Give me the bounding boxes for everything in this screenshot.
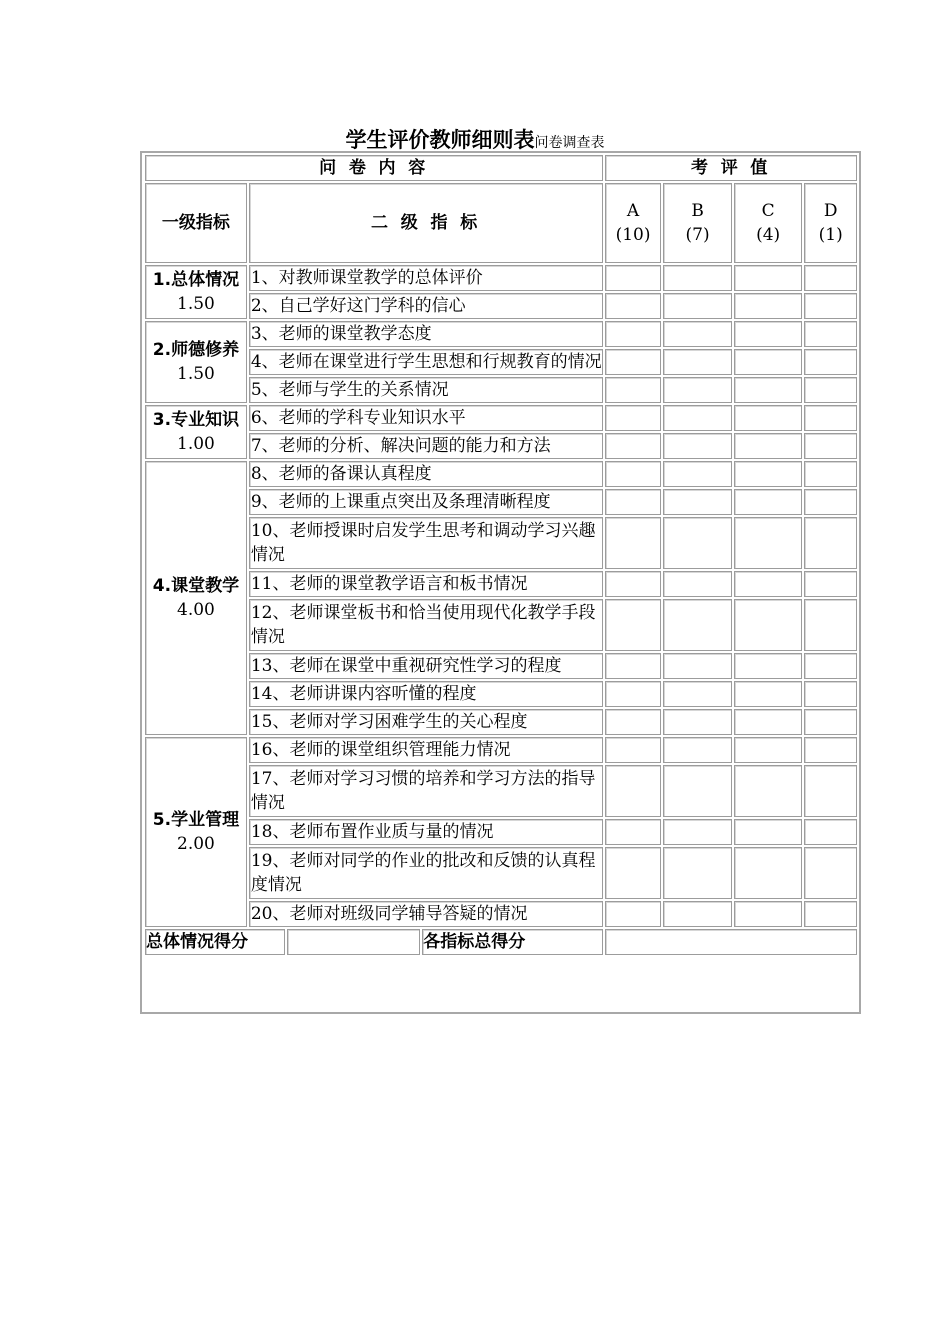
grade-a-header [605, 183, 661, 263]
level2-indicator-item: 19、老师对同学的作业的批改和反馈的认真程度情况 [249, 847, 603, 899]
total-score-label: 各指标总得分 [422, 929, 603, 955]
grade-a-cell[interactable] [605, 709, 661, 735]
grade-b-cell[interactable] [663, 599, 732, 651]
grade-letter: D [823, 201, 838, 221]
grade-c-cell[interactable] [734, 709, 803, 735]
grade-d-cell[interactable] [804, 321, 857, 347]
table-row [145, 349, 857, 375]
grade-b-cell[interactable] [663, 433, 732, 459]
grade-a-cell[interactable] [605, 377, 661, 403]
grade-a-cell[interactable] [605, 433, 661, 459]
header-row-bottom [145, 183, 857, 263]
grade-a-cell[interactable] [605, 265, 661, 291]
grade-c-cell[interactable] [734, 765, 803, 817]
grade-d-cell[interactable] [804, 349, 857, 375]
grade-a-cell[interactable] [605, 349, 661, 375]
table-row [145, 433, 857, 459]
level2-indicator-item: 7、老师的分析、解决问题的能力和方法 [249, 433, 603, 459]
level2-indicator-item: 5、老师与学生的关系情况 [249, 377, 603, 403]
table-row [145, 653, 857, 679]
level1-weight: 1.50 [177, 364, 215, 384]
grade-points: (7) [685, 225, 710, 245]
level2-indicator-item: 13、老师在课堂中重视研究性学习的程度 [249, 653, 603, 679]
level2-indicator-header: 二 级 指 标 [249, 183, 603, 263]
level2-indicator-item: 10、老师授课时启发学生思考和调动学习兴趣情况 [249, 517, 603, 569]
level2-indicator-item: 11、老师的课堂教学语言和板书情况 [249, 571, 603, 597]
table-row [145, 765, 857, 817]
level1-name: 3.专业知识 [152, 410, 240, 430]
level1-weight: 4.00 [177, 600, 215, 620]
level1-indicator-cell [145, 461, 247, 735]
grade-c-cell[interactable] [734, 901, 803, 927]
grade-letter: A [626, 201, 640, 221]
level2-indicator-item: 1、对教师课堂教学的总体评价 [249, 265, 603, 291]
grade-d-cell[interactable] [804, 461, 857, 487]
grade-d-cell[interactable] [804, 377, 857, 403]
grade-b-cell[interactable] [663, 653, 732, 679]
grade-a-cell[interactable] [605, 571, 661, 597]
grade-b-header [663, 183, 732, 263]
grade-d-cell[interactable] [804, 681, 857, 707]
table-row [145, 681, 857, 707]
level1-indicator-header: 一级指标 [145, 183, 247, 263]
grade-b-cell[interactable] [663, 349, 732, 375]
grade-b-cell[interactable] [663, 405, 732, 431]
table-row [145, 293, 857, 319]
level1-indicator-cell [145, 737, 247, 927]
grade-d-cell[interactable] [804, 765, 857, 817]
grade-b-cell[interactable] [663, 765, 732, 817]
grade-c-cell[interactable] [734, 653, 803, 679]
level2-indicator-item: 12、老师课堂板书和恰当使用现代化教学手段情况 [249, 599, 603, 651]
grade-c-cell[interactable] [734, 819, 803, 845]
grade-a-cell[interactable] [605, 405, 661, 431]
grade-d-cell[interactable] [804, 405, 857, 431]
grade-b-cell[interactable] [663, 681, 732, 707]
grade-d-cell[interactable] [804, 599, 857, 651]
questionnaire-content-header: 问 卷 内 容 [145, 155, 603, 181]
level1-indicator-cell [145, 321, 247, 403]
document-title [0, 124, 950, 154]
grade-d-cell[interactable] [804, 489, 857, 515]
level2-indicator-item: 20、老师对班级同学辅导答疑的情况 [249, 901, 603, 927]
table-row [145, 901, 857, 927]
grade-b-cell[interactable] [663, 489, 732, 515]
grade-d-cell[interactable] [804, 653, 857, 679]
table-row [145, 709, 857, 735]
grade-a-cell[interactable] [605, 819, 661, 845]
grade-a-cell[interactable] [605, 901, 661, 927]
level1-indicator-cell [145, 265, 247, 319]
level1-name: 5.学业管理 [152, 810, 240, 830]
grade-c-cell[interactable] [734, 847, 803, 899]
level1-weight: 2.00 [177, 834, 215, 854]
grade-c-cell[interactable] [734, 599, 803, 651]
level1-indicator-cell [145, 405, 247, 459]
overall-score-input-cell[interactable] [287, 929, 420, 955]
grade-d-cell[interactable] [804, 737, 857, 763]
grade-b-cell[interactable] [663, 571, 732, 597]
grade-letter: C [761, 201, 775, 221]
grade-c-cell[interactable] [734, 321, 803, 347]
grade-b-cell[interactable] [663, 819, 732, 845]
grade-d-cell[interactable] [804, 847, 857, 899]
table-row [145, 489, 857, 515]
table-row [145, 405, 857, 431]
table-row [145, 599, 857, 651]
grade-c-cell[interactable] [734, 681, 803, 707]
level1-name: 1.总体情况 [152, 270, 240, 290]
evaluation-table [143, 153, 859, 957]
grade-c-header [734, 183, 803, 263]
grade-c-cell[interactable] [734, 293, 803, 319]
level1-name: 4.课堂教学 [152, 576, 240, 596]
grade-a-cell[interactable] [605, 599, 661, 651]
table-row [145, 819, 857, 845]
grade-c-cell[interactable] [734, 517, 803, 569]
grade-d-cell[interactable] [804, 293, 857, 319]
level2-indicator-item: 14、老师讲课内容听懂的程度 [249, 681, 603, 707]
grade-c-cell[interactable] [734, 489, 803, 515]
grade-a-cell[interactable] [605, 765, 661, 817]
grade-c-cell[interactable] [734, 433, 803, 459]
grade-b-cell[interactable] [663, 293, 732, 319]
level2-indicator-item: 16、老师的课堂组织管理能力情况 [249, 737, 603, 763]
footer-row [145, 929, 857, 955]
grade-d-cell[interactable] [804, 901, 857, 927]
level2-indicator-item: 2、自己学好这门学科的信心 [249, 293, 603, 319]
level2-indicator-item: 6、老师的学科专业知识水平 [249, 405, 603, 431]
grade-b-cell[interactable] [663, 737, 732, 763]
grade-b-cell[interactable] [663, 847, 732, 899]
grade-b-cell[interactable] [663, 461, 732, 487]
level2-indicator-item: 17、老师对学习习惯的培养和学习方法的指导情况 [249, 765, 603, 817]
table-row [145, 265, 857, 291]
table-row [145, 571, 857, 597]
level1-weight: 1.50 [177, 294, 215, 314]
grade-c-cell[interactable] [734, 265, 803, 291]
grade-d-cell[interactable] [804, 433, 857, 459]
grade-c-cell[interactable] [734, 571, 803, 597]
grade-a-cell[interactable] [605, 293, 661, 319]
grade-b-cell[interactable] [663, 321, 732, 347]
table-row [145, 377, 857, 403]
grade-a-cell[interactable] [605, 681, 661, 707]
overall-score-label: 总体情况得分 [145, 929, 285, 955]
grade-b-cell[interactable] [663, 709, 732, 735]
table-row [145, 737, 857, 763]
grade-points: (4) [756, 225, 781, 245]
grade-a-cell[interactable] [605, 461, 661, 487]
grade-points: (10) [615, 225, 651, 245]
table-row [145, 321, 857, 347]
grade-b-cell[interactable] [663, 517, 732, 569]
grade-d-cell[interactable] [804, 709, 857, 735]
level1-weight: 1.00 [177, 434, 215, 454]
table-row [145, 461, 857, 487]
grade-d-cell[interactable] [804, 571, 857, 597]
grade-letter: B [691, 201, 704, 221]
grade-a-cell[interactable] [605, 517, 661, 569]
title-subtitle: 问卷调查表 [534, 135, 605, 151]
grade-a-cell[interactable] [605, 321, 661, 347]
header-row-top [145, 155, 857, 181]
grade-a-cell[interactable] [605, 489, 661, 515]
grade-a-cell[interactable] [605, 847, 661, 899]
grade-a-cell[interactable] [605, 737, 661, 763]
grade-b-cell[interactable] [663, 377, 732, 403]
level2-indicator-item: 15、老师对学习困难学生的关心程度 [249, 709, 603, 735]
grade-c-cell[interactable] [734, 737, 803, 763]
level2-indicator-item: 3、老师的课堂教学态度 [249, 321, 603, 347]
total-score-input-cell[interactable] [605, 929, 857, 955]
grade-d-cell[interactable] [804, 265, 857, 291]
table-row [145, 517, 857, 569]
grade-a-cell[interactable] [605, 653, 661, 679]
grade-c-cell[interactable] [734, 349, 803, 375]
level1-name: 2.师德修养 [152, 340, 240, 360]
score-value-header: 考 评 值 [605, 155, 857, 181]
grade-d-cell[interactable] [804, 819, 857, 845]
title-main: 学生评价教师细则表 [345, 128, 535, 152]
grade-c-cell[interactable] [734, 405, 803, 431]
level2-indicator-item: 18、老师布置作业质与量的情况 [249, 819, 603, 845]
grade-d-cell[interactable] [804, 517, 857, 569]
grade-b-cell[interactable] [663, 265, 732, 291]
grade-c-cell[interactable] [734, 377, 803, 403]
level2-indicator-item: 4、老师在课堂进行学生思想和行规教育的情况 [249, 349, 603, 375]
table-row [145, 847, 857, 899]
grade-c-cell[interactable] [734, 461, 803, 487]
level2-indicator-item: 8、老师的备课认真程度 [249, 461, 603, 487]
grade-b-cell[interactable] [663, 901, 732, 927]
level2-indicator-item: 9、老师的上课重点突出及条理清晰程度 [249, 489, 603, 515]
grade-d-header [804, 183, 857, 263]
grade-points: (1) [818, 225, 843, 245]
